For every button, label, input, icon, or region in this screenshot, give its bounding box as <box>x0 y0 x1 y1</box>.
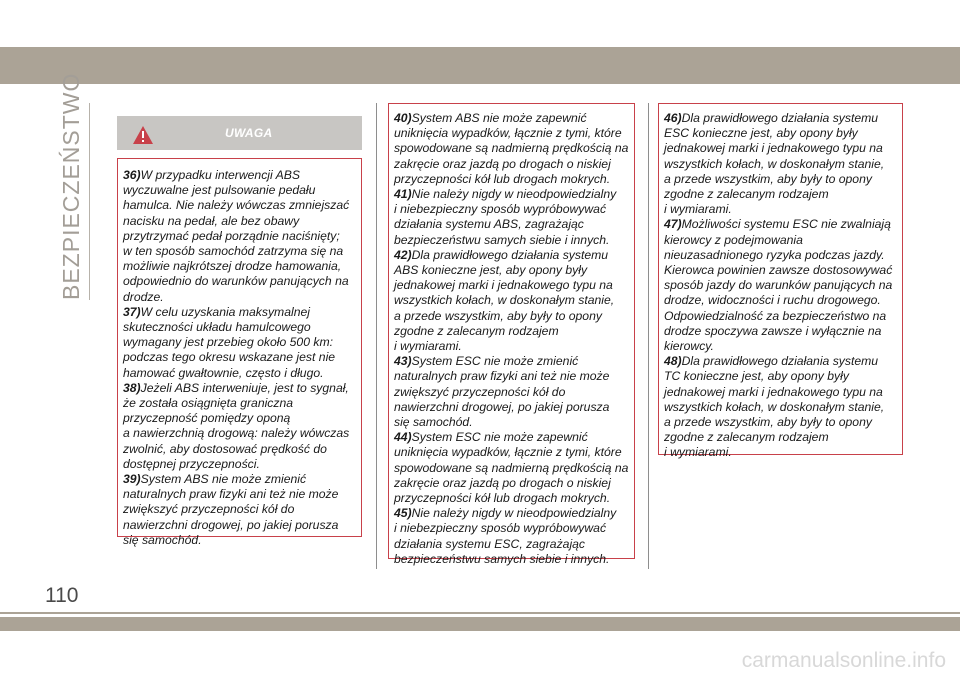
warning-box-column-3 <box>658 103 903 460</box>
note-text-line: dostępnej przyczepności. <box>123 456 260 471</box>
note-text-line: a przede wszystkim, aby były to opony <box>664 171 872 186</box>
note-text-line: odpowiednio do warunków panujących na <box>123 274 349 289</box>
note-text-line: że została osiągnięta graniczna <box>123 396 294 411</box>
note-text-line: Jeżeli ABS interweniuje, jest to sygnał, <box>140 380 349 395</box>
note-text-line: uniknięcia wypadków, łącznie z tymi, które <box>394 126 622 141</box>
note-text-line: W celu uzyskania maksymalnej <box>140 304 310 319</box>
note-text-line: System ESC nie może zapewnić <box>411 430 588 445</box>
note-text-line: jednakowej marki i jednakowego typu na <box>664 141 883 156</box>
note-text-line: wszystkich kołach, w doskonałym stanie, <box>394 293 615 308</box>
note-text-line: System ABS nie może zmienić <box>140 472 307 487</box>
note-text-line: bezpieczeństwu samych siebie i innych. <box>394 551 610 566</box>
warning-label: UWAGA <box>225 126 273 140</box>
note-text-line: się samochód. <box>394 415 473 430</box>
note-text-line: jednakowej marki i jednakowego typu na <box>394 278 613 293</box>
note-text-line: hamulca. Nie należy wówczas zmniejszać <box>123 198 350 213</box>
top-header-band <box>0 47 960 84</box>
note-text-line: Dla prawidłowego działania systemu <box>681 111 879 125</box>
note-text-line: i niebezpieczny sposób wypróbowywać <box>394 202 607 217</box>
note-text-line: Nie należy nigdy w nieodpowiedzialny <box>411 187 617 202</box>
note-text-line: się samochód. <box>123 532 202 547</box>
note-text-line: podczas tego okresu wskazane jest nie <box>123 350 336 365</box>
column-divider-2 <box>648 103 649 569</box>
note-text-line: i wymiarami. <box>664 202 732 217</box>
note-text-line: w ten sposób samochód zatrzyma się na <box>123 244 344 259</box>
warning-triangle-icon <box>132 125 154 145</box>
note-number: 42) <box>394 247 412 262</box>
note-text-line: i wymiarami. <box>664 445 732 460</box>
watermark: carmanualsonline.info <box>741 649 946 672</box>
note-text-line: kierowcy z podejmowania <box>664 232 803 247</box>
note-text-line: drodze. <box>123 289 164 304</box>
note-number: 47) <box>664 217 682 232</box>
note-text-line: zgodne z zalecanym rodzajem <box>394 323 559 338</box>
note-text-line: kierowcy. <box>664 339 714 354</box>
note-text-line: hamować gwałtownie, często i długo. <box>123 365 324 380</box>
note-text-line: zgodne z zalecanym rodzajem <box>664 187 829 202</box>
note-number: 43) <box>394 354 412 369</box>
column-divider-1 <box>376 103 377 569</box>
note-text-line: zakręcie oraz jazdą po drogach o niskiej <box>394 475 611 490</box>
note-text-line: zgodne z zalecanym rodzajem <box>664 430 829 445</box>
note-text-line: a nawierzchnią drogową: należy wówczas <box>123 426 350 441</box>
section-title: BEZPIECZEŃSTWO <box>58 72 84 300</box>
note-text-line: przyczepność pomiędzy oponą <box>123 411 291 426</box>
note-text-line: zwiększyć przyczepności kół do <box>123 502 295 517</box>
note-text-line: bezpieczeństwu samych siebie i innych. <box>394 232 610 247</box>
note-text-line: wszystkich kołach, w doskonałym stanie, <box>664 399 885 414</box>
note-text-line: Dla prawidłowego działania systemu <box>681 354 879 369</box>
note-text-line: naturalnych praw fizyki ani też nie może <box>394 369 610 384</box>
note-number: 36) <box>123 168 141 182</box>
note-number: 39) <box>123 472 141 487</box>
note-number: 46) <box>664 111 682 125</box>
warning-box-column-1 <box>117 158 362 547</box>
note-text-line: ABS konieczne jest, aby opony były <box>394 263 588 278</box>
note-text-line: uniknięcia wypadków, łącznie z tymi, które <box>394 445 622 460</box>
note-text-line: możliwie najkrótszej drodze hamowania, <box>123 259 342 274</box>
column-2-notes <box>394 111 631 567</box>
note-text-line: drodze spoczywa zawsze i wyłącznie na <box>664 323 882 338</box>
note-text-line: nieuzasadnionego ryzyka podczas jazdy. <box>664 247 885 262</box>
note-text-line: Nie należy nigdy w nieodpowiedzialny <box>411 506 617 521</box>
note-text-line: przyczepności kół lub drogach mokrych. <box>394 171 611 186</box>
note-number: 48) <box>664 354 682 369</box>
column-1-notes <box>123 168 358 548</box>
note-text-line: działania systemu ABS, zagrażając <box>394 217 584 232</box>
note-text-line: drodze, widoczności i ruchu drogowego. <box>664 293 881 308</box>
note-number: 45) <box>394 506 412 521</box>
section-title-rule <box>89 103 90 300</box>
note-number: 44) <box>394 430 412 445</box>
warning-box-column-2 <box>388 103 635 566</box>
note-text-line: a przede wszystkim, aby były to opony <box>664 415 872 430</box>
note-text-line: ESC konieczne jest, aby opony były <box>664 126 858 141</box>
column-3-notes <box>664 111 899 461</box>
note-text-line: skuteczności układu hamulcowego <box>123 320 311 335</box>
note-text-line: nacisku na pedał, ale bez obawy <box>123 213 300 228</box>
note-text-line: Kierowca powinien zawsze dostosowywać <box>664 263 893 278</box>
note-text-line: wyczuwalne jest pulsowanie pedału <box>123 183 316 198</box>
note-text-line: jednakowej marki i jednakowego typu na <box>664 384 883 399</box>
note-text-line: Dla prawidłowego działania systemu <box>411 247 609 262</box>
note-text-line: wymagany jest przebieg około 500 km: <box>123 335 334 350</box>
note-text-line: naturalnych praw fizyki ani też nie może <box>123 487 339 502</box>
note-text-line: nawierzchni drogowej, po jakiej porusza <box>394 399 610 414</box>
page-number: 110 <box>45 584 79 607</box>
warning-header <box>117 116 362 150</box>
bottom-footer-band <box>0 617 960 631</box>
note-number: 38) <box>123 380 141 395</box>
note-number: 41) <box>394 187 412 202</box>
note-text-line: System ESC nie może zmienić <box>411 354 579 369</box>
note-text-line: i wymiarami. <box>394 339 462 354</box>
note-text-line: działania systemu ESC, zagrażając <box>394 536 586 551</box>
note-text-line: przyczepności kół lub drogach mokrych. <box>394 491 611 506</box>
note-number: 37) <box>123 304 141 319</box>
note-text-line: Odpowiedzialność za bezpieczeństwo na <box>664 308 887 323</box>
note-text-line: a przede wszystkim, aby były to opony <box>394 308 602 323</box>
note-text-line: nawierzchni drogowej, po jakiej porusza <box>123 517 339 532</box>
note-text-line: TC konieczne jest, aby opony były <box>664 369 849 384</box>
note-text-line: zwolnić, aby dostosować prędkość do <box>123 441 327 456</box>
note-text-line: zakręcie oraz jazdą po drogach o niskiej <box>394 156 611 171</box>
note-text-line: zwiększyć przyczepności kół do <box>394 384 566 399</box>
note-text-line: System ABS nie może zapewnić <box>411 111 587 125</box>
note-number: 40) <box>394 111 412 125</box>
note-text-line: spowodowane są nadmierną prędkością na <box>394 460 629 475</box>
note-text-line: i niebezpieczny sposób wypróbowywać <box>394 521 607 536</box>
note-text-line: sposób jazdy do warunków panujących na <box>664 278 893 293</box>
note-text-line: Możliwości systemu ESC nie zwalniają <box>681 217 891 232</box>
footer-rule <box>0 612 960 614</box>
note-text-line: spowodowane są nadmierną prędkością na <box>394 141 629 156</box>
note-text-line: przytrzymać pedał porządnie naciśnięty; <box>123 228 340 243</box>
note-text-line: wszystkich kołach, w doskonałym stanie, <box>664 156 885 171</box>
note-text-line: W przypadku interwencji ABS <box>140 168 301 182</box>
